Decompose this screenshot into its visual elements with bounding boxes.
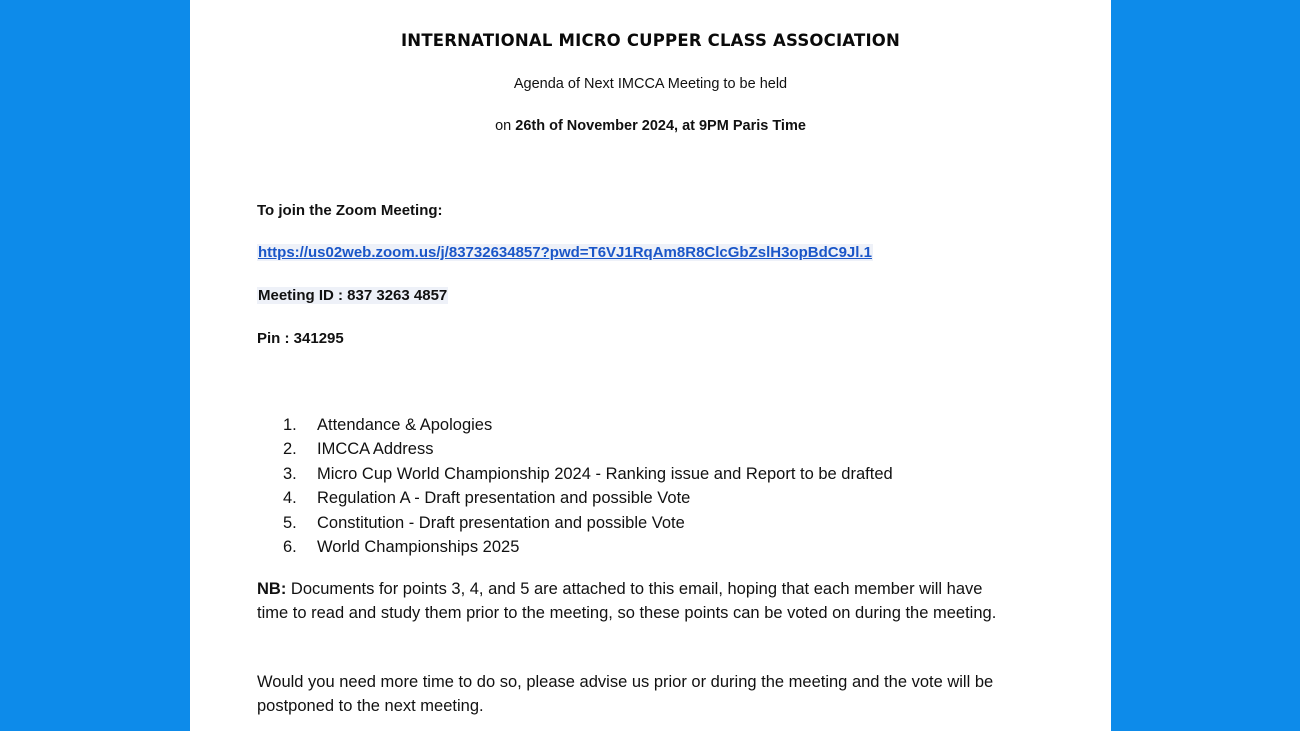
agenda-item <box>283 486 893 510</box>
meeting-date <box>190 118 1111 134</box>
agenda-item-text: IMCCA Address <box>317 440 434 459</box>
zoom-meeting-link[interactable]: https://us02web.zoom.us/j/83732634857?pwd=T6VJ1RqAm8R8ClcGbZslH3opBdC9Jl.1 <box>258 244 872 261</box>
nb-label: NB: <box>257 580 287 598</box>
agenda-item <box>283 511 893 535</box>
agenda-item-text: Constitution - Draft presentation and possible Vote <box>317 513 685 532</box>
agenda-item-text: World Championships 2025 <box>317 537 520 556</box>
nb-text: Documents for points 3, 4, and 5 are attached to this email, hoping that each member will have time to read and study them prior to the meeting, so these points can be voted on during the meeting. <box>257 580 997 622</box>
advise-paragraph: Would you need more time to do so, please advise us prior or during the meeting and the vote will be postponed to the next meeting. <box>257 673 994 715</box>
agenda-item <box>283 535 893 559</box>
agenda-item-number: 6. <box>283 537 297 556</box>
nb-paragraph <box>257 578 1002 625</box>
agenda-item-text: Micro Cup World Championship 2024 - Ranking issue and Report to be drafted <box>317 464 893 483</box>
agenda-item <box>283 413 893 437</box>
agenda-item-number: 5. <box>283 513 297 532</box>
meeting-pin: Pin : 341295 <box>257 330 344 347</box>
document-title: INTERNATIONAL MICRO CUPPER CLASS ASSOCIATION <box>400 31 901 50</box>
meeting-date-prefix: on <box>495 118 516 134</box>
agenda-item-number: 2. <box>283 440 297 459</box>
agenda-item-number: 3. <box>283 464 297 483</box>
agenda-item-text: Regulation A - Draft presentation and possible Vote <box>317 489 691 508</box>
agenda-item-text: Attendance & Apologies <box>317 416 493 434</box>
agenda-item <box>283 462 893 486</box>
document-page <box>190 0 1111 731</box>
document-subtitle: Agenda of Next IMCCA Meeting to be held <box>513 76 788 92</box>
agenda-item-number: 4. <box>283 489 297 508</box>
meeting-date-value: 26th of November 2024, at 9PM Paris Time <box>515 118 806 134</box>
agenda-item <box>283 437 893 461</box>
agenda-item-number: 1. <box>283 416 297 434</box>
meeting-id: Meeting ID : 837 3263 4857 <box>258 287 448 304</box>
zoom-join-label: To join the Zoom Meeting: <box>257 202 443 219</box>
agenda-list <box>283 413 893 559</box>
